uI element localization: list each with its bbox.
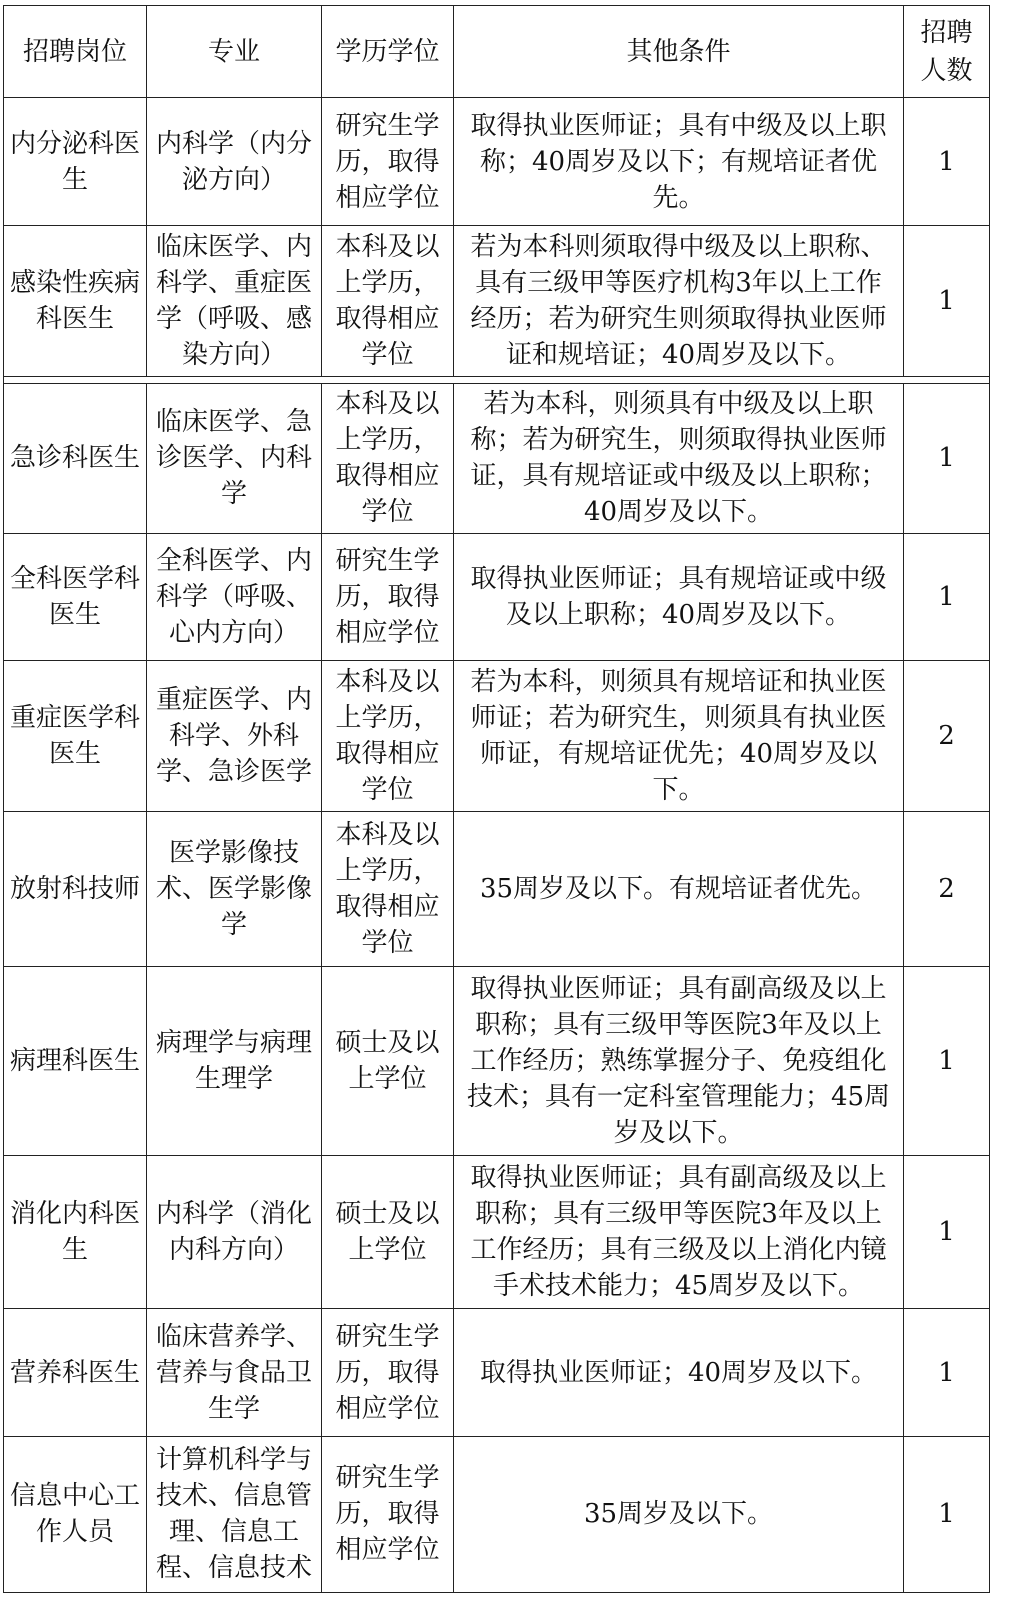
cell-major: 临床医学、内科学、重症医学（呼吸、感染方向）: [147, 226, 322, 377]
cell-major: 病理学与病理生理学: [147, 966, 322, 1156]
table-row: [4, 226, 990, 377]
cell-post: 消化内科医生: [4, 1156, 147, 1309]
cell-conditions: 若为本科，则须具有规培证和执业医师证；若为研究生，则须具有执业医师证，有规培证优先；40周岁及以下。: [454, 660, 904, 811]
cell-major: 医学影像技术、医学影像学: [147, 811, 322, 966]
cell-count: 1: [904, 1309, 990, 1436]
header-post: 招聘岗位: [4, 6, 147, 98]
cell-major: 重症医学、内科学、外科学、急诊医学: [147, 660, 322, 811]
cell-post: 全科医学科医生: [4, 534, 147, 660]
table-row: [4, 660, 990, 811]
cell-post: 信息中心工作人员: [4, 1436, 147, 1592]
cell-count: 1: [904, 98, 990, 226]
cell-post: 营养科医生: [4, 1309, 147, 1436]
cell-post: 感染性疾病科医生: [4, 226, 147, 377]
recruitment-table: [3, 5, 990, 1593]
table-row: [4, 1436, 990, 1592]
header-education: 学历学位: [322, 6, 454, 98]
cell-education: 本科及以上学历，取得相应学位: [322, 226, 454, 377]
cell-major: 内科学（内分泌方向）: [147, 98, 322, 226]
cell-post: 病理科医生: [4, 966, 147, 1156]
cell-education: 硕士及以上学位: [322, 966, 454, 1156]
cell-conditions: 取得执业医师证；40周岁及以下。: [454, 1309, 904, 1436]
cell-education: 本科及以上学历，取得相应学位: [322, 811, 454, 966]
header-major: 专业: [147, 6, 322, 98]
cell-major: 计算机科学与技术、信息管理、信息工程、信息技术: [147, 1436, 322, 1592]
cell-count: 1: [904, 534, 990, 660]
cell-conditions: 取得执业医师证；具有副高级及以上职称；具有三级甲等医院3年及以上工作经历；熟练掌握分子、免疫组化技术；具有一定科室管理能力；45周岁及以下。: [454, 966, 904, 1156]
table-row: [4, 1156, 990, 1309]
header-count: 招聘人数: [904, 6, 990, 98]
cell-education: 本科及以上学历，取得相应学位: [322, 383, 454, 534]
cell-count: 1: [904, 1436, 990, 1592]
header-row: [4, 6, 990, 98]
cell-major: 临床医学、急诊医学、内科学: [147, 383, 322, 534]
cell-count: 2: [904, 660, 990, 811]
cell-post: 内分泌科医生: [4, 98, 147, 226]
cell-count: 1: [904, 226, 990, 377]
cell-education: 研究生学历，取得相应学位: [322, 98, 454, 226]
cell-conditions: 35周岁及以下。: [454, 1436, 904, 1592]
cell-count: 2: [904, 811, 990, 966]
table-row: [4, 966, 990, 1156]
cell-post: 急诊科医生: [4, 383, 147, 534]
cell-major: 临床营养学、营养与食品卫生学: [147, 1309, 322, 1436]
cell-education: 研究生学历，取得相应学位: [322, 1436, 454, 1592]
cell-count: 1: [904, 966, 990, 1156]
cell-major: 全科医学、内科学（呼吸、心内方向）: [147, 534, 322, 660]
table-row: [4, 1309, 990, 1436]
cell-conditions: 若为本科，则须具有中级及以上职称；若为研究生，则须取得执业医师证，具有规培证或中级及以上职称；40周岁及以下。: [454, 383, 904, 534]
cell-conditions: 取得执业医师证；具有中级及以上职称；40周岁及以下；有规培证者优先。: [454, 98, 904, 226]
cell-count: 1: [904, 383, 990, 534]
header-conditions: 其他条件: [454, 6, 904, 98]
cell-conditions: 取得执业医师证；具有规培证或中级及以上职称；40周岁及以下。: [454, 534, 904, 660]
cell-count: 1: [904, 1156, 990, 1309]
cell-major: 内科学（消化内科方向）: [147, 1156, 322, 1309]
cell-conditions: 若为本科则须取得中级及以上职称、具有三级甲等医疗机构3年以上工作经历；若为研究生则须取得执业医师证和规培证；40周岁及以下。: [454, 226, 904, 377]
cell-post: 放射科技师: [4, 811, 147, 966]
cell-conditions: 35周岁及以下。有规培证者优先。: [454, 811, 904, 966]
cell-conditions: 取得执业医师证；具有副高级及以上职称；具有三级甲等医院3年及以上工作经历；具有三级及以上消化内镜手术技术能力；45周岁及以下。: [454, 1156, 904, 1309]
cell-post: 重症医学科医生: [4, 660, 147, 811]
table-row: [4, 811, 990, 966]
cell-education: 研究生学历，取得相应学位: [322, 1309, 454, 1436]
table-row: [4, 534, 990, 660]
cell-education: 本科及以上学历，取得相应学位: [322, 660, 454, 811]
cell-education: 研究生学历，取得相应学位: [322, 534, 454, 660]
table-row: [4, 98, 990, 226]
cell-education: 硕士及以上学位: [322, 1156, 454, 1309]
table-row: [4, 383, 990, 534]
